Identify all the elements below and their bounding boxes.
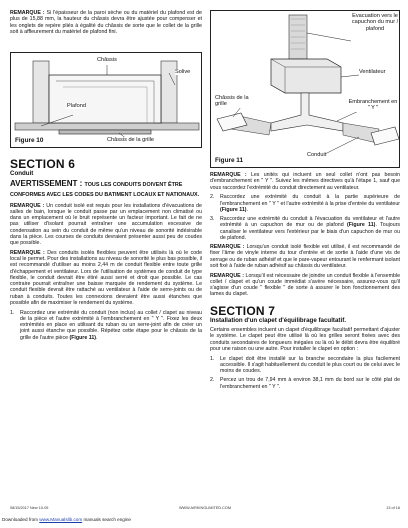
- s7-step-2: 2. Percez un trou de 7,94 mm à environ 38,1 mm du bord sur le côté plat de l'embranchement en " Y ".: [210, 377, 400, 390]
- joist-left: [33, 61, 49, 123]
- footer-date: 08/15/2017 New 10-09: [10, 506, 49, 510]
- step-3: 3. Raccordez une extrémité du conduit à l'évacuation du ventilateur et l'autre extrémité à un capuchon de mur ou de plafond (Figure 11). Toujours canaliser le ventilateur vers l'extérieur par le biais d'un capuchon de mur ou de plafond.: [210, 216, 400, 241]
- chassis-box: [49, 75, 161, 123]
- section-7-steps: [210, 356, 400, 390]
- top-note: [10, 10, 202, 35]
- fan-housing: [271, 59, 341, 93]
- section-6-title: SECTION 6: [10, 157, 76, 171]
- footer-website: WWW.AIRKINGLIMITED.COM: [178, 506, 232, 510]
- section-7-title: SECTION 7: [210, 303, 276, 318]
- figure-10: [10, 52, 202, 148]
- figure-11-title: Figure 11: [215, 157, 244, 164]
- section-6: [10, 158, 202, 344]
- right-steps: [210, 194, 400, 241]
- label-solive: Solive: [175, 69, 191, 75]
- label-evacuation: Evacuation vers le capuchon du mur / plafond: [351, 13, 399, 32]
- section-6-subtitle: Conduit: [10, 170, 34, 177]
- right-note-3: REMARQUE : Lorsqu'il est nécessaire de joindre un conduit flexible à l'ensemble collet / clapet et qu'un coude immédiat s'avère nécessaire, assurez-vous qu'il s'agisse d'un coude " flexible " de sorte à assurer le bon fonctionnement des lames du clapet.: [210, 272, 400, 298]
- footer-page-number: 13 of 16: [386, 506, 400, 510]
- figure-11: [210, 10, 400, 168]
- step-1: 1. Raccordez une extrémité du conduit (non inclus) au collet / clapet au niveau de la pièce et l'autre extrémité à l'embranchement en " Y ". Fixez les deux extrémités en place en utilisant du ruban ou un serre-joint afin de créer un joint aussi étanche que possible. Répétez cette étape pour le châssis de la grille de l'autre pièce (Figure 11).: [10, 309, 202, 341]
- page-footer: [10, 506, 400, 510]
- label-embranchement: Embranchement en " Y ": [348, 99, 398, 112]
- figure-10-drawing: [11, 53, 202, 148]
- manualslib-link[interactable]: www.Manualslib.com: [39, 517, 83, 522]
- warning-text: TOUS LES CONDUITS DOIVENT ÊTRE CONFORMES AVEC LES CODES DU BATIMENT LOCAUX ET NATIONAUX.: [10, 182, 200, 198]
- step-2: 2. Raccordez une extrémité du conduit à la partie supérieure de l'embranchement en " Y " et l'autre extrémité à la prise d'entrée du ventilateur (Figure 11).: [210, 194, 400, 213]
- label-chassis-grille: Châssis de la grille: [107, 137, 154, 143]
- top-note-text: Si l'épaisseur de la paroi sèche ou du matériel du plafond est de plus de 15,88 mm, la hauteur du châssis devra être ajustée pour compenser et les onglets de repère pliés à égalité du châssis de sorte que le collet de la grille soit à affleurement du matériel de plafond fini.: [10, 10, 202, 35]
- right-column: [210, 172, 400, 393]
- warning: [10, 180, 202, 199]
- right-note-1: REMARQUE : Les unités qui incluent un seul collet n'ont pas besoin d'embranchement en " Y ". Suivez les mêmes directives qu'à l'étape 1, sauf que vous raccordez l'extrémité du conduit directement au ventilateur.: [210, 172, 400, 191]
- label-plafond: Plafond: [67, 103, 86, 109]
- section-7-subtitle: Installation d'un clapet d'équilibrage facultatif.: [210, 316, 346, 324]
- label-ventilateur: Ventilateur: [359, 69, 386, 75]
- ceiling-board: [15, 123, 199, 130]
- section-6-steps: [10, 310, 202, 341]
- y-branch: [271, 93, 343, 131]
- warning-head: AVERTISSEMENT :: [10, 179, 83, 188]
- figure-10-title: Figure 10: [15, 137, 44, 144]
- grille-frame-shape: [59, 130, 151, 134]
- section-6-note-1: REMARQUE : Un conduit isolé est requis pour les installations d'évacuations de salles de bain, lorsque le conduit passe par un emplacement non climatisé ou dans un emplacement où le bruit représente un facteur important. Le fait de ne pas utiliser d'isolant pourrait entraîner une accumulation excessive de condensation au sein du conduit de même qu'un niveau de sonorité indésirable dans la pièce. Les courses de conduits devraient présenter aussi peu de coudes que possible.: [10, 202, 202, 247]
- right-note-2: REMARQUE : Lorsqu'un conduit isolé flexible est utilisé, il est recommandé de fixer l'âme de vinyle interne du tour d'entrée et de sortie à l'aide d'une vis de serrage ou de ruban adhésif et que le pare-vapeur entourant le renfermant isolant soit fixé à l'aide de ruban adhésif au châssis du ventilateur.: [210, 244, 400, 269]
- label-chassis-grille-11: Châssis de la grille: [215, 95, 255, 108]
- label-chassis: Châssis: [97, 57, 117, 63]
- section-7: [210, 305, 400, 390]
- label-conduit: Conduit: [307, 152, 327, 158]
- top-note-label: REMARQUE :: [10, 10, 45, 16]
- downloaded-notice: Downloaded from www.Manualslib.com manuals search engine: [2, 517, 131, 522]
- section-6-note-2: REMARQUE : Des conduits isolés flexibles peuvent être utilisés là où le code local le permet. Pour des installations au niveau de sonorité le plus bas possible, il est recommandé d'utiliser au moins 2,44 m de conduit flexible entre toute grille d'échappement et ventilateur. Lors de l'utilisation de systèmes de conduit de type flexible, le conduit devrait être étiré aussi serré et droit que possible. Le cas contraire pourrait entraîner une baisse marquée de rendement du système. Le conduit flexible devrait être rattaché au ventilateur à l'aide de serre-joints ou de ruban à conduits. Toutes les connexions devraient être aussi étanches que possible afin de maximiser le rendement du système.: [10, 249, 202, 306]
- s7-step-1: 1. Le clapet doit être installé sur la branche secondaire la plus facilement accessible. Il s'agit habituellement du conduit le plus court ou de celui avec le moins de coudes.: [210, 355, 400, 374]
- section-7-intro: Certains ensembles incluent un clapet d'équilibrage facultatif permettant d'ajuster le système. Le clapet peut être utilisé là où les grilles seront fixées avec des conduits secondaires de longueurs inégales ou là où le débit devra être équilibré pour une raison ou une autre. Pour installer le clapet en option :: [210, 327, 400, 352]
- figure-11-drawing: [211, 11, 400, 168]
